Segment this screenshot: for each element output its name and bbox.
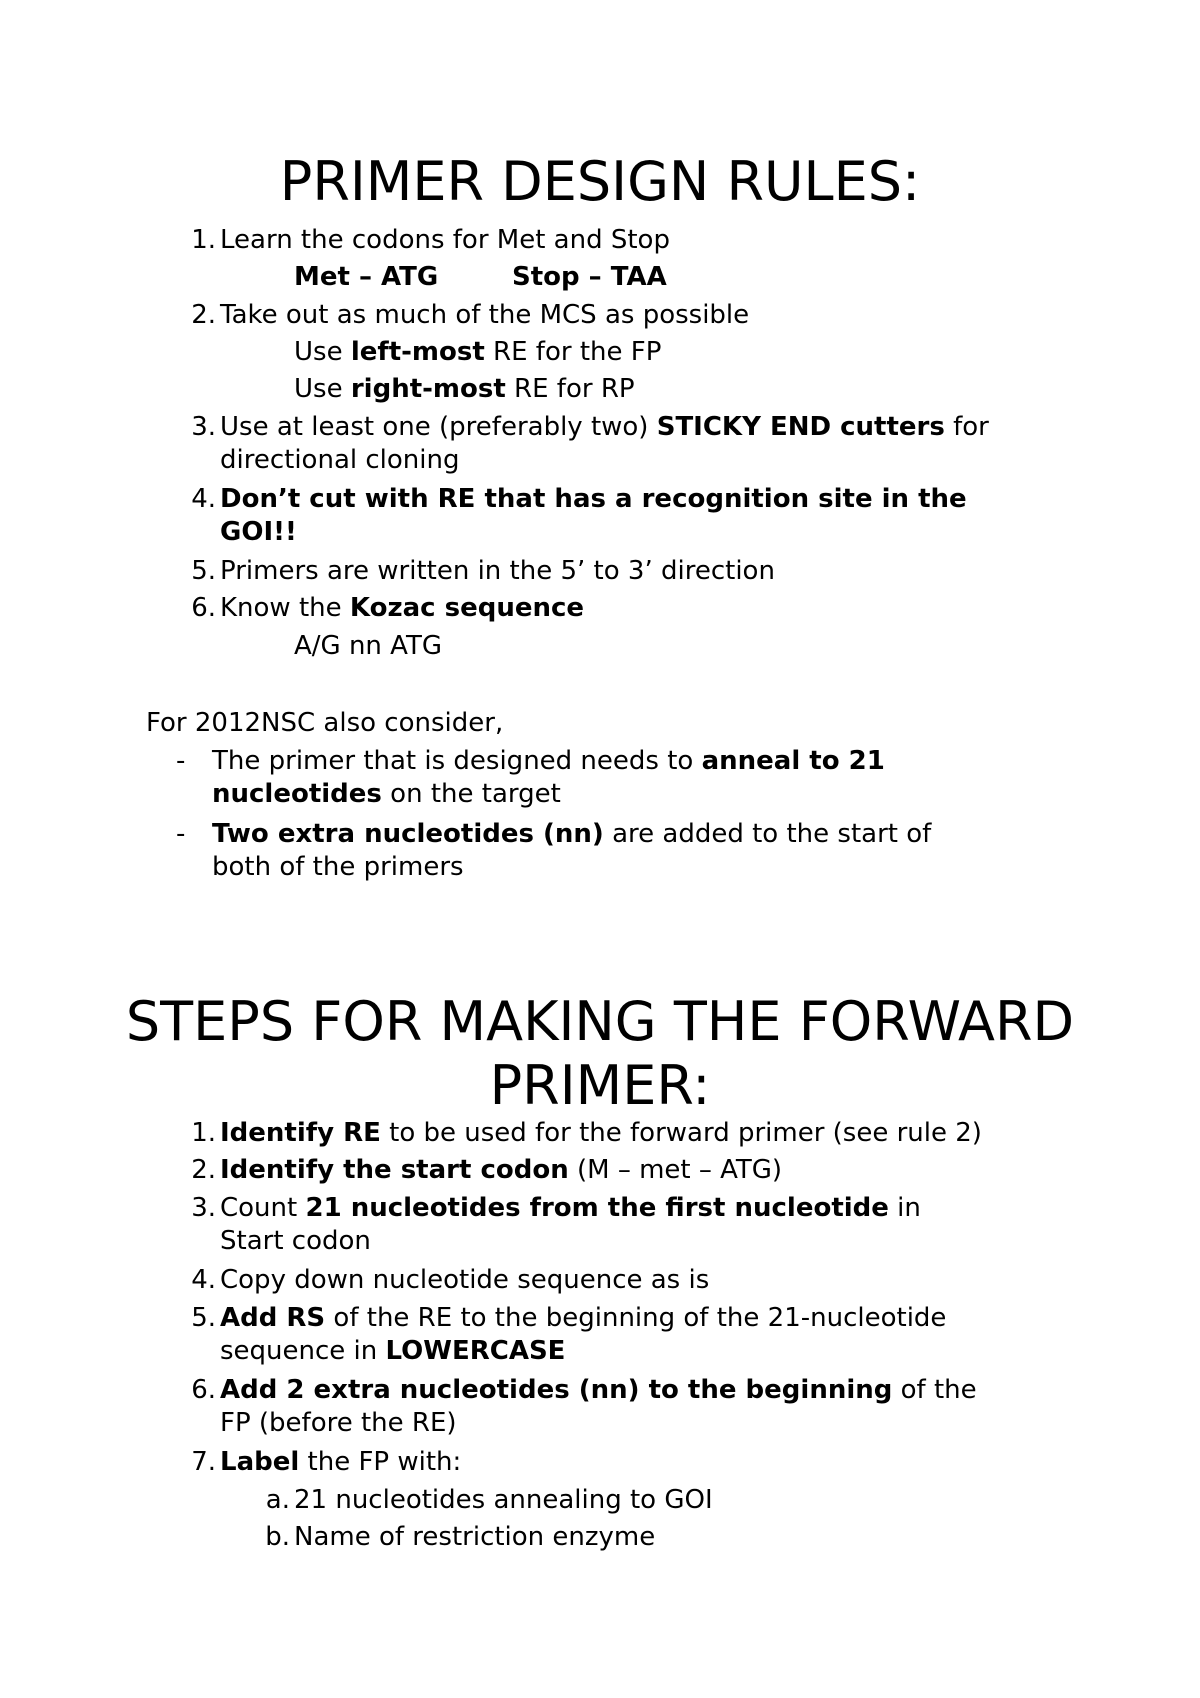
rule-4-text: Don’t cut with RE that has a recognition site in the	[220, 484, 967, 514]
consider-bullet-1-dash: -	[176, 746, 186, 776]
step-3-text: Count 21 nucleotides from the first nucleotide in	[220, 1193, 921, 1223]
step-1-number: 1.	[191, 1118, 216, 1148]
step-2-text: Identify the start codon (M – met – ATG)	[220, 1155, 783, 1185]
rule-4-text-line2: GOI!!	[220, 517, 297, 547]
step-6-text: Add 2 extra nucleotides (nn) to the beginning of the	[220, 1375, 977, 1405]
step-7-text: Label the FP with:	[220, 1447, 462, 1477]
step-7-sub-a-letter: a.	[265, 1485, 290, 1515]
rule-5-text: Primers are written in the 5’ to 3’ direction	[220, 556, 775, 586]
rule-1-number: 1.	[191, 225, 216, 255]
rule-2-text: Take out as much of the MCS as possible	[220, 300, 750, 330]
kozak-sequence: A/G nn ATG	[294, 631, 442, 661]
consider-bullet-2-dash: -	[176, 819, 186, 849]
consider-bullet-1: The primer that is designed needs to anneal to 21	[212, 746, 885, 776]
rule-3-number: 3.	[191, 412, 216, 442]
step-3-number: 3.	[191, 1193, 216, 1223]
rule-1-met-codon: Met – ATG	[294, 262, 439, 292]
rule-3-text-line2: directional cloning	[220, 445, 460, 475]
rule-1-text: Learn the codons for Met and Stop	[220, 225, 670, 255]
consider-bullet-2-line2: both of the primers	[212, 852, 464, 882]
step-5-text-line2: sequence in LOWERCASE	[220, 1336, 566, 1366]
step-5-text: Add RS of the RE to the beginning of the 21-nucleotide	[220, 1303, 947, 1333]
step-6-text-line2: FP (before the RE)	[220, 1408, 457, 1438]
step-1-text: Identify RE to be used for the forward primer (see rule 2)	[220, 1118, 982, 1148]
consider-bullet-1-line2: nucleotides on the target	[212, 779, 561, 809]
rule-2-rp-note: Use right-most RE for RP	[294, 374, 635, 404]
step-6-number: 6.	[191, 1375, 216, 1405]
rule-2-fp-note: Use left-most RE for the FP	[294, 337, 662, 367]
rule-1-stop-codon: Stop – TAA	[512, 262, 667, 292]
step-5-number: 5.	[191, 1303, 216, 1333]
rule-6-number: 6.	[191, 593, 216, 623]
step-4-text: Copy down nucleotide sequence as is	[220, 1265, 710, 1295]
step-7-sub-b-text: Name of restriction enzyme	[294, 1522, 656, 1552]
steps-title-line2: PRIMER:	[489, 1054, 711, 1117]
steps-title-line1: STEPS FOR MAKING THE FORWARD	[125, 990, 1075, 1053]
consider-bullet-2: Two extra nucleotides (nn) are added to the start of	[212, 819, 932, 849]
rule-3-text: Use at least one (preferably two) STICKY END cutters for	[220, 412, 989, 442]
step-7-sub-a-text: 21 nucleotides annealing to GOI	[294, 1485, 713, 1515]
step-4-number: 4.	[191, 1265, 216, 1295]
rule-4-number: 4.	[191, 484, 216, 514]
step-2-number: 2.	[191, 1155, 216, 1185]
step-7-number: 7.	[191, 1447, 216, 1477]
rule-2-number: 2.	[191, 300, 216, 330]
consider-intro: For 2012NSC also consider,	[146, 708, 504, 738]
rule-6-text: Know the Kozac sequence	[220, 593, 585, 623]
rules-title: PRIMER DESIGN RULES:	[279, 150, 921, 213]
step-3-text-line2: Start codon	[220, 1226, 371, 1256]
rule-5-number: 5.	[191, 556, 216, 586]
step-7-sub-b-letter: b.	[265, 1522, 290, 1552]
